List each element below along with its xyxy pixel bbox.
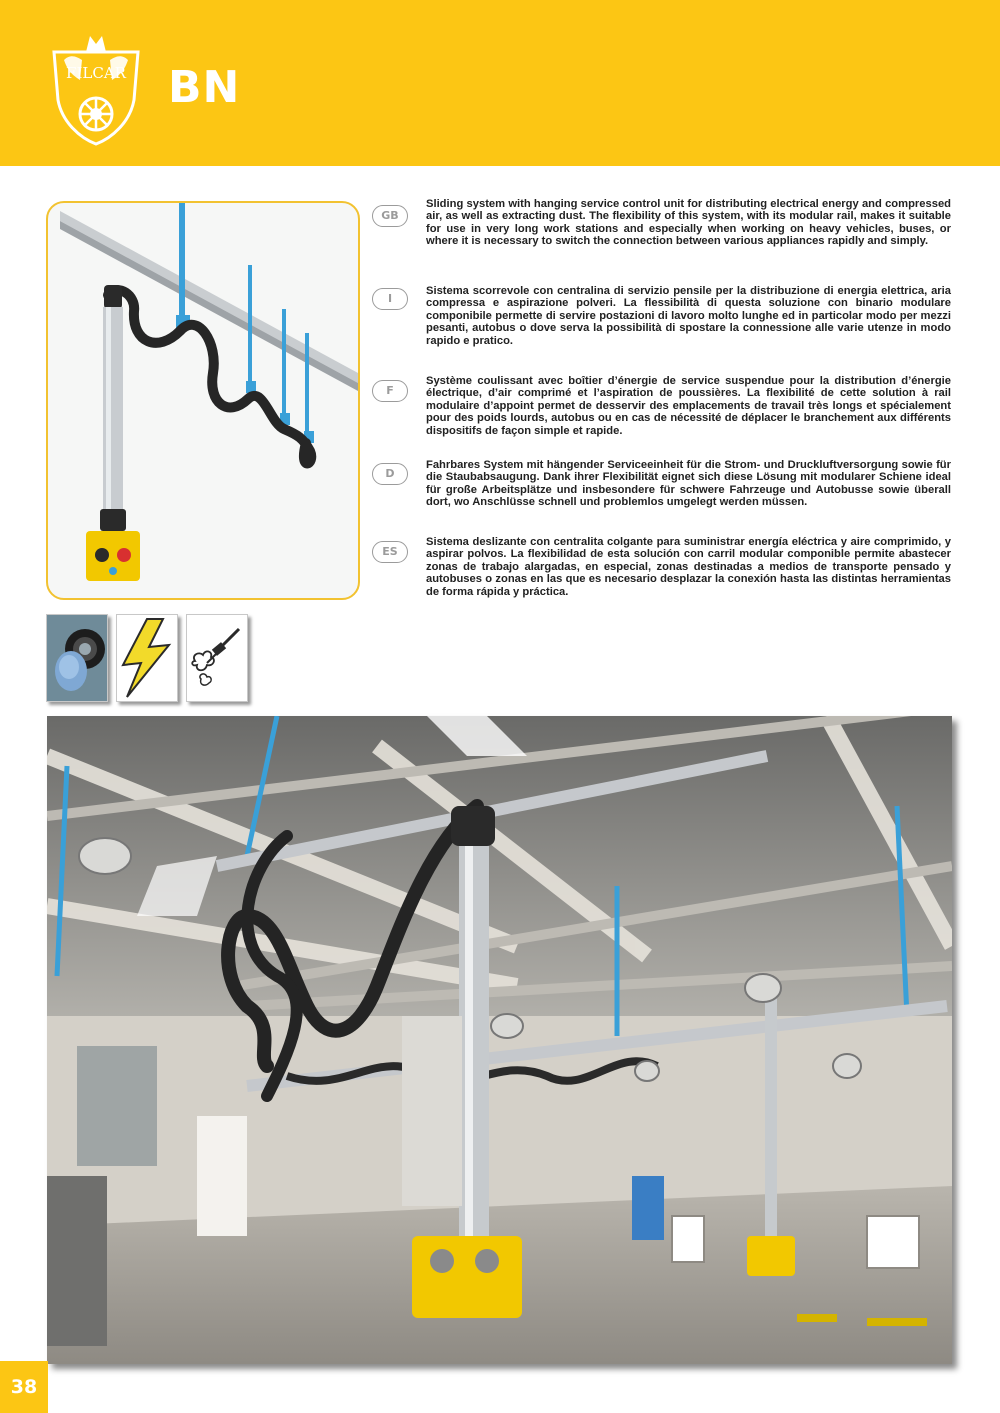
lang-badge-es: ES — [372, 541, 408, 563]
lang-badge-d: D — [372, 463, 408, 485]
lang-badge-gb: GB — [372, 205, 408, 227]
model-code: BN — [168, 62, 241, 113]
compressed-air-icon — [186, 614, 248, 702]
filcar-logo — [46, 30, 146, 146]
workshop-photo — [47, 716, 952, 1364]
description-gb: Sliding system with hanging service control unit for distributing electrical energy and compressed air, as well as extracting dust. The flexibility of this system, with its modular rail, makes it suitable for use in very long work stations and especially when working on heavy vehicles, buses, or where it is necessary to switch the connection between various appliances rapidly and simply. — [426, 198, 951, 248]
electricity-icon — [116, 614, 178, 702]
description-es: Sistema deslizante con centralita colgante para suministrar energía eléctrica y aire comprimido, y aspirar polvos. La flexibilidad de esta solución con carril modular componible permite abastecer zonas de trabajo alargadas, en especial, zonas destinadas a medios de transporte pensado y autobuses o zonas en las que es necesario desplazar la conexión hasta las distintas herramientas de forma rápida y práctica. — [426, 536, 951, 598]
lang-badge-f: F — [372, 380, 408, 402]
page-header — [0, 0, 1000, 166]
page-number: 38 — [0, 1361, 48, 1413]
product-illustration — [46, 201, 360, 600]
description-f: Système coulissant avec boîtier d’énergie de service suspendue pour la distribution d’énergie électrique, d’air comprimé et l’aspiration de poussières. La flexibilité de cette solution à rail modulaire d’appoint permet de desservir des emplacements de travail très longs et spécialement pour des poids lourds, autobus ou en cas de nécessité de déplacer le branchement aux différents dispositifs de façon simple et rapide. — [426, 375, 951, 437]
logo-text: FILCAR — [66, 64, 126, 82]
description-d: Fahrbares System mit hängender Serviceeinheit für die Strom- und Druckluftversorgung sowie für die Staubabsaugung. Dank ihrer Flexibilität eignet sich diese Lösung mit modularer Schiene ideal für große Arbeitsplätze und insbesondere für schwere Fahrzeuge und Autobusse sowie überall dort, wo Anschlüsse schnell und problemlos umgelegt werden müssen. — [426, 459, 951, 509]
lang-badge-i: I — [372, 288, 408, 310]
description-i: Sistema scorrevole con centralina di servizio pensile per la distribuzione di energia elettrica, aria compressa e aspirazione polveri. La flessibilità di questa soluzione con binario modulare componibile permette di servire postazioni di lavoro molto lunghe ed in particolar modo per mezzi pesanti, autobus o dove serva la possibilità di spostare la connessione alle varie utenze in modo rapido e pratico. — [426, 285, 951, 347]
exhaust-hose-icon — [46, 614, 108, 702]
